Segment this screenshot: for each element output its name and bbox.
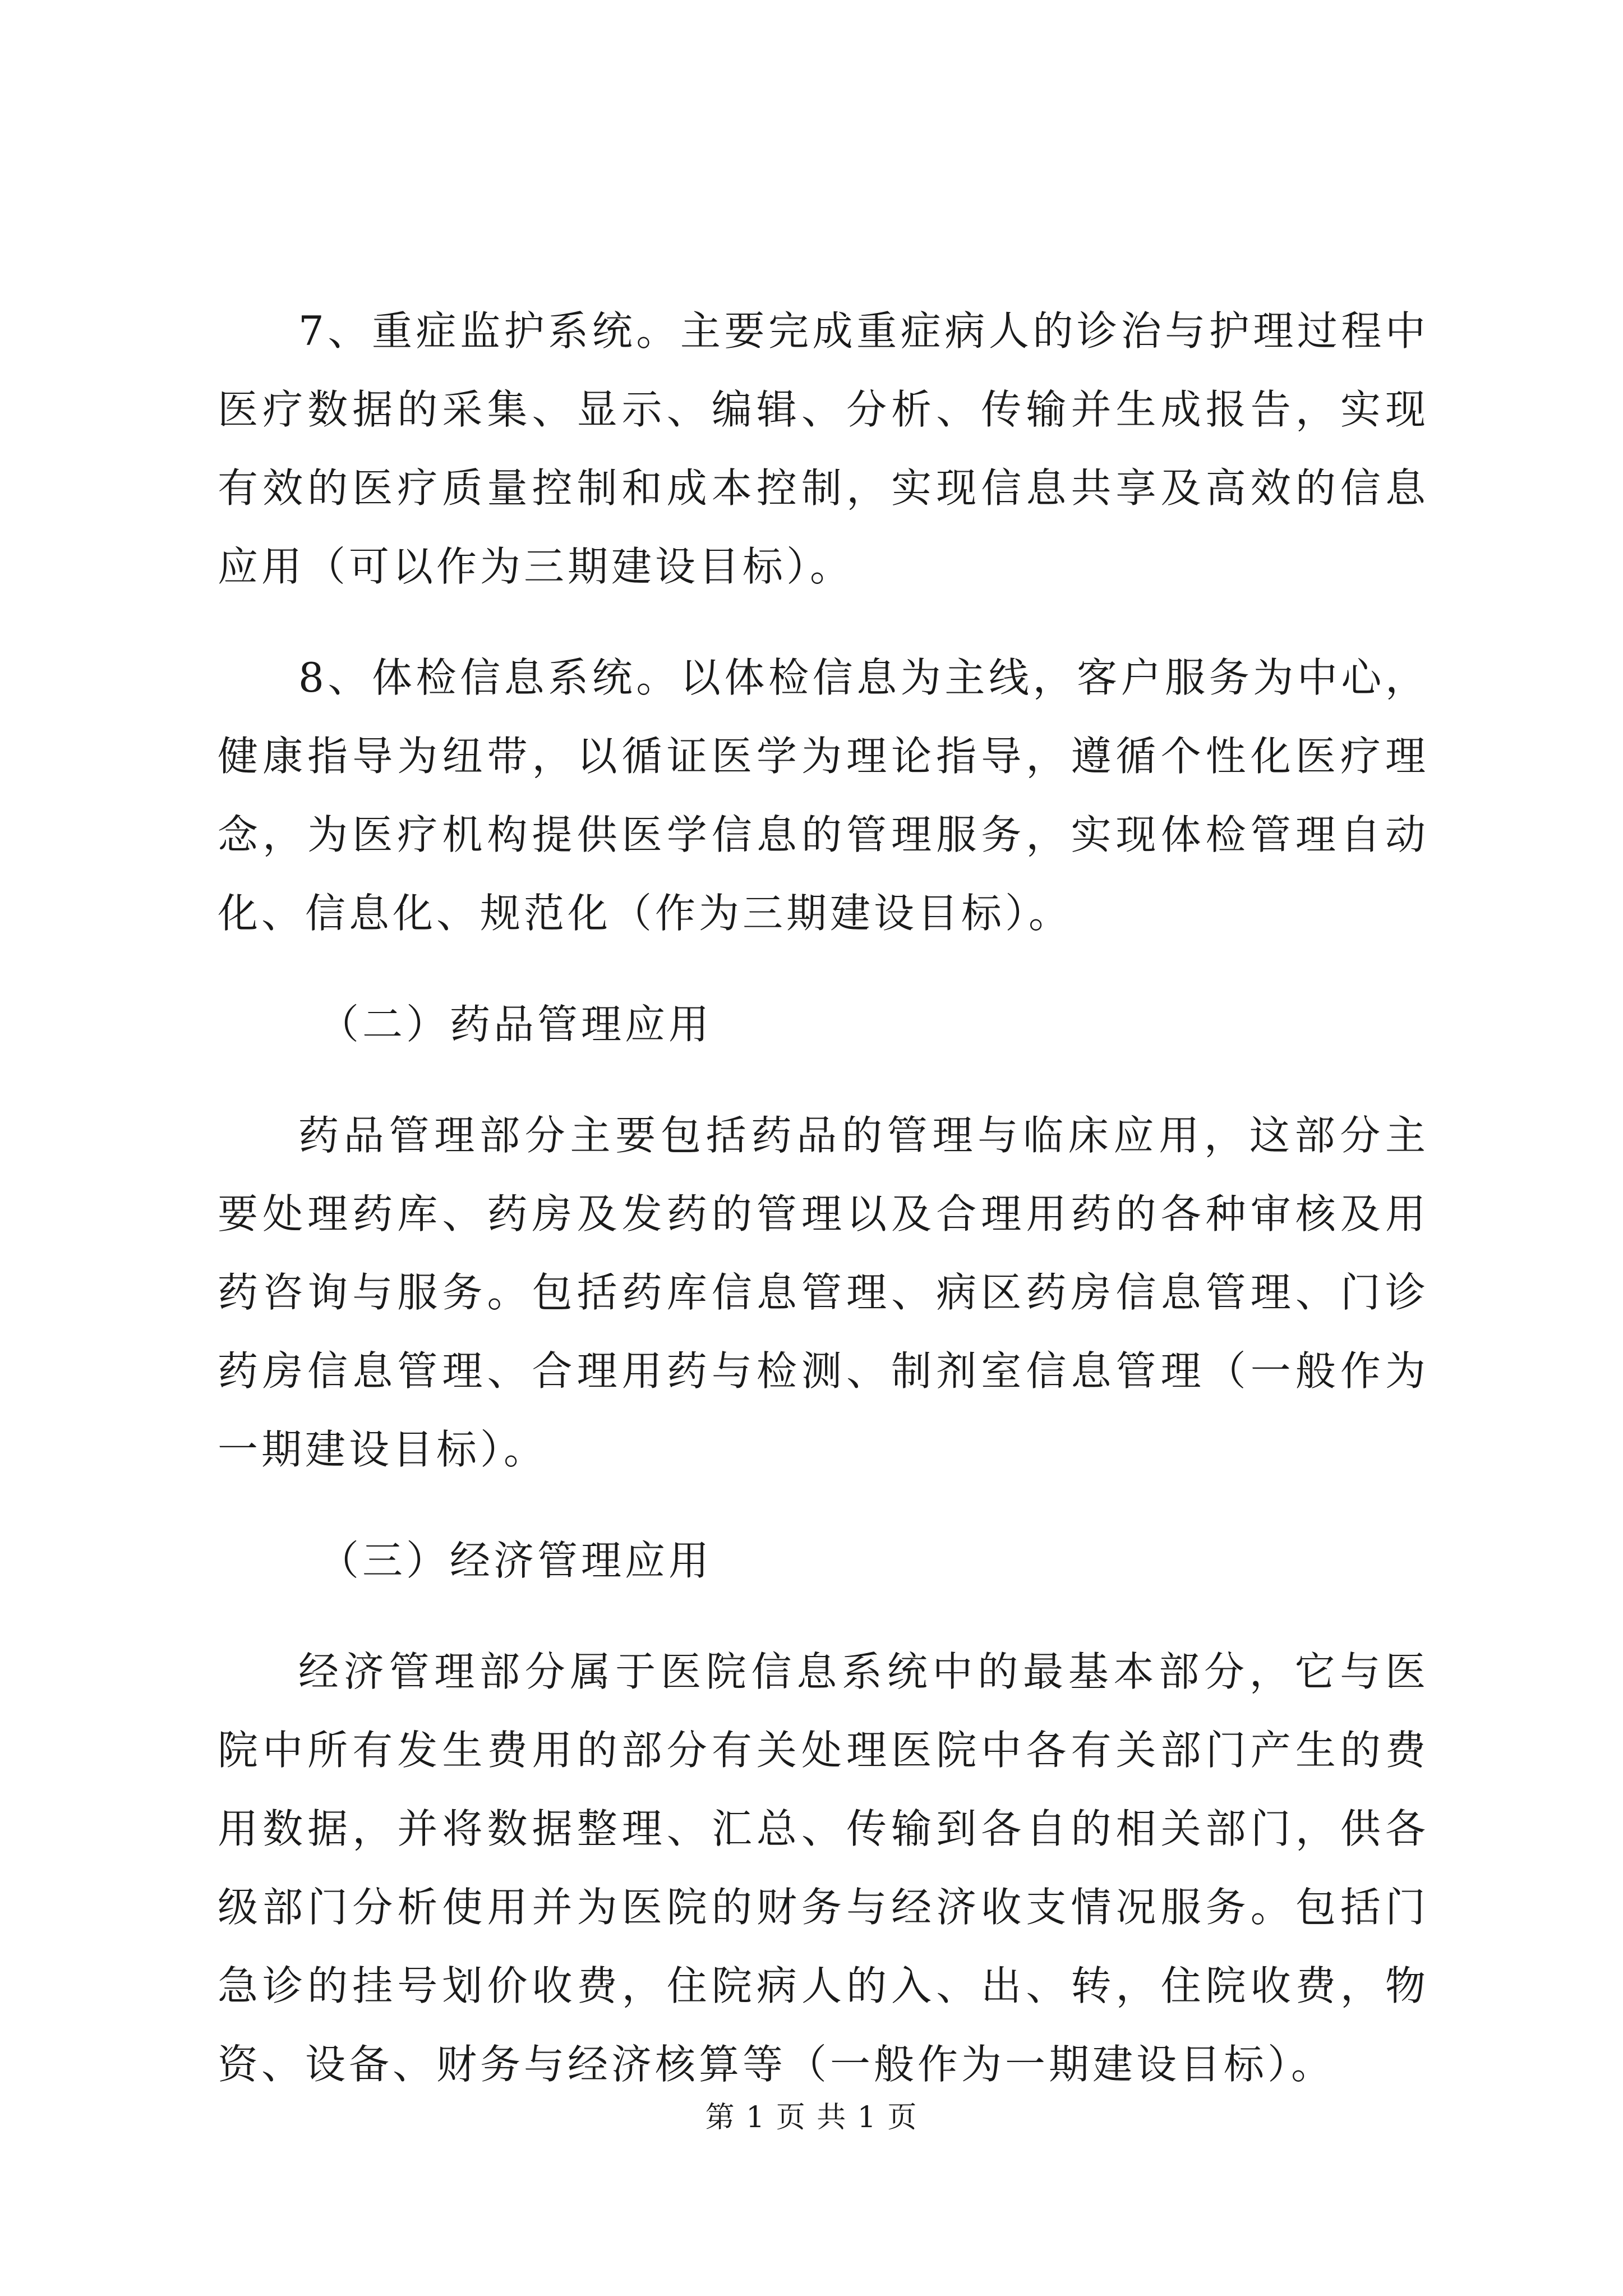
paragraph-physical-exam-system: 8、体检信息系统。以体检信息为主线，客户服务为中心，健康指导为纽带，以循证医学为理论指导，遵循个性化医疗理念，为医疗机构提供医学信息的管理服务，实现体检管理自动化、信息化、规范化（作为三期建设目标）。 [218, 654, 1429, 937]
page-number-footer: 第 1 页 共 1 页 [705, 2101, 918, 2134]
paragraph-drug-management: 药品管理部分主要包括药品的管理与临床应用，这部分主要处理药库、药房及发药的管理以及合理用药的各种审核及用药咨询与服务。包括药库信息管理、病区药房信息管理、门诊药房信息管理、合理用药与检测、制剂室信息管理（一般作为一期建设目标）。 [218, 1112, 1429, 1473]
document-body [218, 292, 1429, 2136]
section-heading-economic-management: （三）经济管理应用 [319, 1537, 713, 1584]
section-heading-drug-management: （二）药品管理应用 [319, 1001, 713, 1048]
paragraph-economic-management: 经济管理部分属于医院信息系统中的最基本部分，它与医院中所有发生费用的部分有关处理医院中各有关部门产生的费用数据，并将数据整理、汇总、传输到各自的相关部门，供各级部门分析使用并为医院的财务与经济收支情况服务。包括门急诊的挂号划价收费，住院病人的入、出、转，住院收费，物资、设备、财务与经济核算等（一般作为一期建设目标）。 [218, 1648, 1429, 2088]
paragraph-icu-system: 7、重症监护系统。主要完成重症病人的诊治与护理过程中医疗数据的采集、显示、编辑、分析、传输并生成报告，实现有效的医疗质量控制和成本控制，实现信息共享及高效的信息应用（可以作为三期建设目标）。 [218, 307, 1429, 590]
